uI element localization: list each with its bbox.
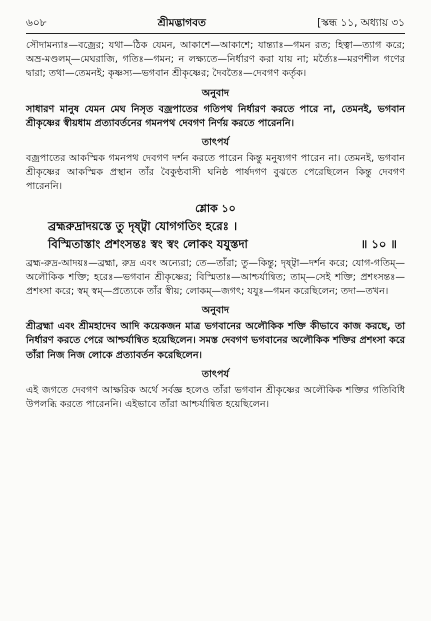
verse-line-2 [26,235,405,253]
page-header [26,16,405,34]
verse-line-2-text: বিস্মিতাস্তাং প্রশংসন্তঃ স্বং স্বং লোকং যযুস্তদা [48,236,248,251]
translation-paragraph-1: সাধারণ মানুষ যেমন মেঘ নিসৃত বজ্রপাতের গতিপথ নির্ধারণ করতে পারে না, তেমনই, ভগবান শ্রীকৃষ্ণের স্বীয়ধাম প্রত্যাবর্তনের গমনপথ দেবগণ নির্ণয় করতে পারেননি। [26,103,405,129]
purport-paragraph-2: এই জগতে দেবগণ আক্ষরিক অর্থে সর্বজ্ঞ হলেও তাঁরা ভগবান শ্রীকৃষ্ণের অলৌকিক শক্তির গতিবিধি উপলব্ধি করতে পারেননি। এইভাবে তাঁরা আশ্চর্যান্বিত হয়েছিলেন। [26,384,405,411]
page-number: ৬০৮ [26,17,47,29]
verse-line-1: ব্রহ্মরুদ্রাদয়স্তে তু দৃষ্ট্বা যোগগতিং হরেঃ । [48,218,238,233]
synonyms-paragraph-1: সৌদামন্যাঃ—বজ্রের; যথা—ঠিক যেমন, আকাশে—আকাশে; যান্ত্যাঃ—গমন রত; হিত্বা—ত্যাগ করে; অভ্র-মণ্ডলম্—মেঘরাজি, গতিঃ—গমন; ন লক্ষ্যতে—নির্ধারণ করা যায় না; মর্ত্যৈঃ—মরণশীল গণের দ্বারা; তথা—তেমনই; কৃষ্ণস্য—ভগবান শ্রীকৃষ্ণের; দৈবতৈঃ—দেবগণ কর্তৃক। [26,40,405,80]
verse-line-2-number: ॥ ১০ ॥ [360,236,397,251]
purport-paragraph-1: বজ্রপাতের আকস্মিক গমনপথ দেবগণ দর্শন করতে পারেন কিন্তু মনুষ্যগণ পারেন না। তেমনই, ভগবান শ্রীকৃষ্ণের আকস্মিক প্রস্থান তাঁর বৈকুণ্ঠবাসী ঘনিষ্ঠ পার্ষদগণ বুঝতে পেরেছিলেন কিন্তু দেবগণ পারেননি। [26,153,405,193]
chapter-reference: [স্কন্ধ ১১, অধ্যায় ৩১ [317,17,405,29]
purport-heading-2: তাৎপর্য [201,368,230,380]
translation-paragraph-2: শ্রীব্রহ্মা এবং শ্রীমহাদেব আদি কয়েকজন মাত্র ভগবানের অলৌকিক শক্তি কীভাবে কাজ করছে, তা নির্ধারণ করতে পেরে আশ্চর্যান্বিত হয়েছিলেন। সমস্ত দেবগণ ভগবানের অলৌকিক শক্তির প্রশংসা করে তাঁরা নিজ নিজ লোকে প্রত্যাবর্তন করেছিলেন। [26,321,405,361]
synonyms-paragraph-2: ব্রহ্ম-রুদ্র-আদয়ঃ—ব্রহ্মা, রুদ্র এবং অন্যেরা; তে—তাঁরা; তু—কিন্তু; দৃষ্ট্বা—দর্শন করে; যোগ-গতিম্—অলৌকিক শক্তি; হরেঃ—ভগবান শ্রীকৃষ্ণের; বিস্মিতাঃ—আশ্চর্যান্বিত; তাম্—সেই শক্তি; প্রশংসন্তঃ—প্রশংসা করে; স্বম্ স্বম্—প্রত্যেকে তাঁর স্বীয়; লোকম্—জগৎ; যযুঃ—গমন করেছিলেন; তদা—তখন। [26,257,405,298]
purport-heading-1: তাৎপর্য [201,137,230,149]
verse-number: শ্লোক ১০ [195,201,236,215]
book-title: শ্রীমদ্ভাগবত [157,17,206,29]
translation-heading-2: অনুবাদ [201,305,230,317]
translation-heading-1: অনুবাদ [201,87,230,99]
